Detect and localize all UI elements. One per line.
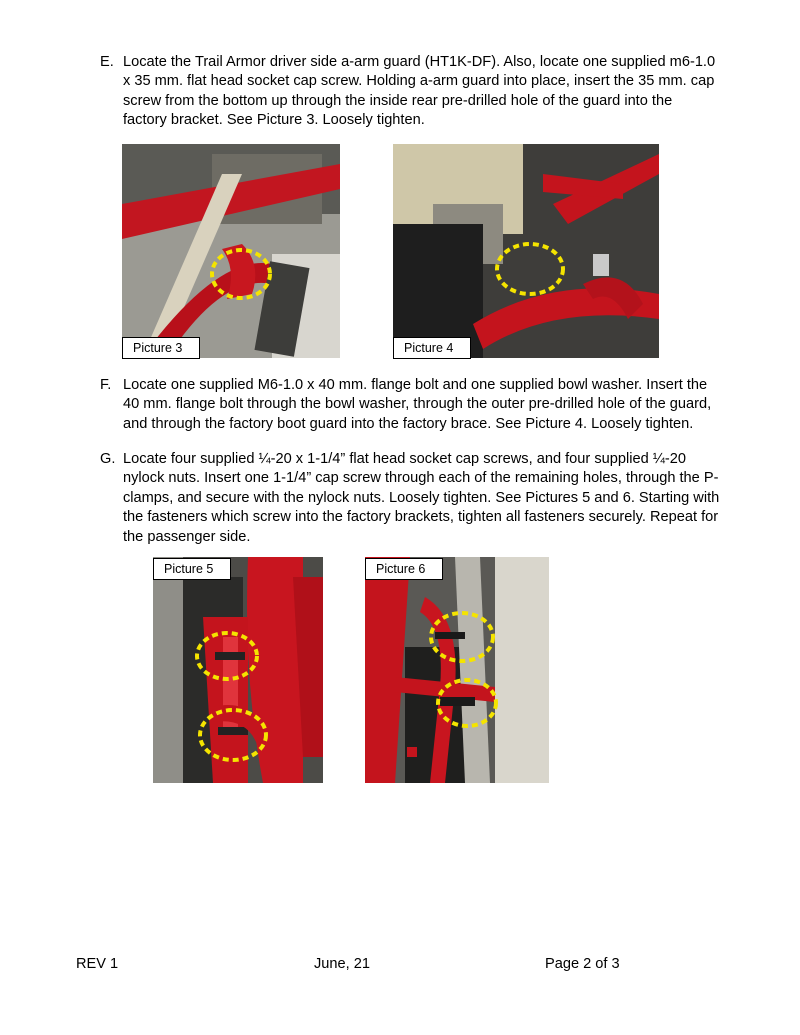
footer-page-number: Page 2 of 3 <box>545 956 620 972</box>
picture-6-photo <box>365 557 549 783</box>
picture-4-photo <box>393 144 659 358</box>
picture-6-caption: Picture 6 <box>365 558 443 580</box>
step-text: Locate the Trail Armor driver side a-arm guard (HT1K-DF). Also, locate one supplied m6-1.0 x 35 mm. flat head socket cap screw. Holding a-arm guard into place, insert the 35 mm. cap screw from the bottom up through the inside rear pre-drilled hole of the guard into the factory bracket. See Picture 3. Loosely tighten. <box>123 54 716 129</box>
step-g <box>100 450 720 547</box>
step-letter: G. <box>100 451 116 467</box>
step-text: Locate one supplied M6-1.0 x 40 mm. flange bolt and one supplied bowl washer. Insert the 40 mm. flange bolt through the bowl washer, through the outer pre-drilled hole of the guard, and through the factory boot guard into the factory brace. See Picture 4. Loosely tighten. <box>123 377 712 432</box>
picture-5-caption: Picture 5 <box>153 558 231 580</box>
footer-revision: REV 1 <box>76 956 119 972</box>
step-f <box>100 376 720 434</box>
step-e <box>100 53 720 131</box>
step-letter: E. <box>100 54 114 70</box>
picture-3-caption: Picture 3 <box>122 337 200 359</box>
picture-3-illustration <box>122 144 340 358</box>
picture-4-illustration <box>393 144 659 358</box>
picture-3-photo <box>122 144 340 358</box>
footer-date: June, 21 <box>314 956 370 972</box>
step-letter: F. <box>100 377 112 393</box>
picture-4-caption: Picture 4 <box>393 337 471 359</box>
step-text: Locate four supplied ¼-20 x 1-1/4” flat head socket cap screws, and four supplied ¼-20 nylock nuts. Insert one 1-1/4” cap screw through each of the remaining holes, through the P-clamps, and secure with the nylock nuts. Loosely tighten. See Pictures 5 and 6. Starting with the fasteners which screw into the factory brackets, tighten all fasteners securely. Repeat for the passenger side. <box>123 451 720 545</box>
picture-5-photo <box>153 557 323 783</box>
picture-5-illustration <box>153 557 323 783</box>
picture-6-illustration <box>365 557 549 783</box>
